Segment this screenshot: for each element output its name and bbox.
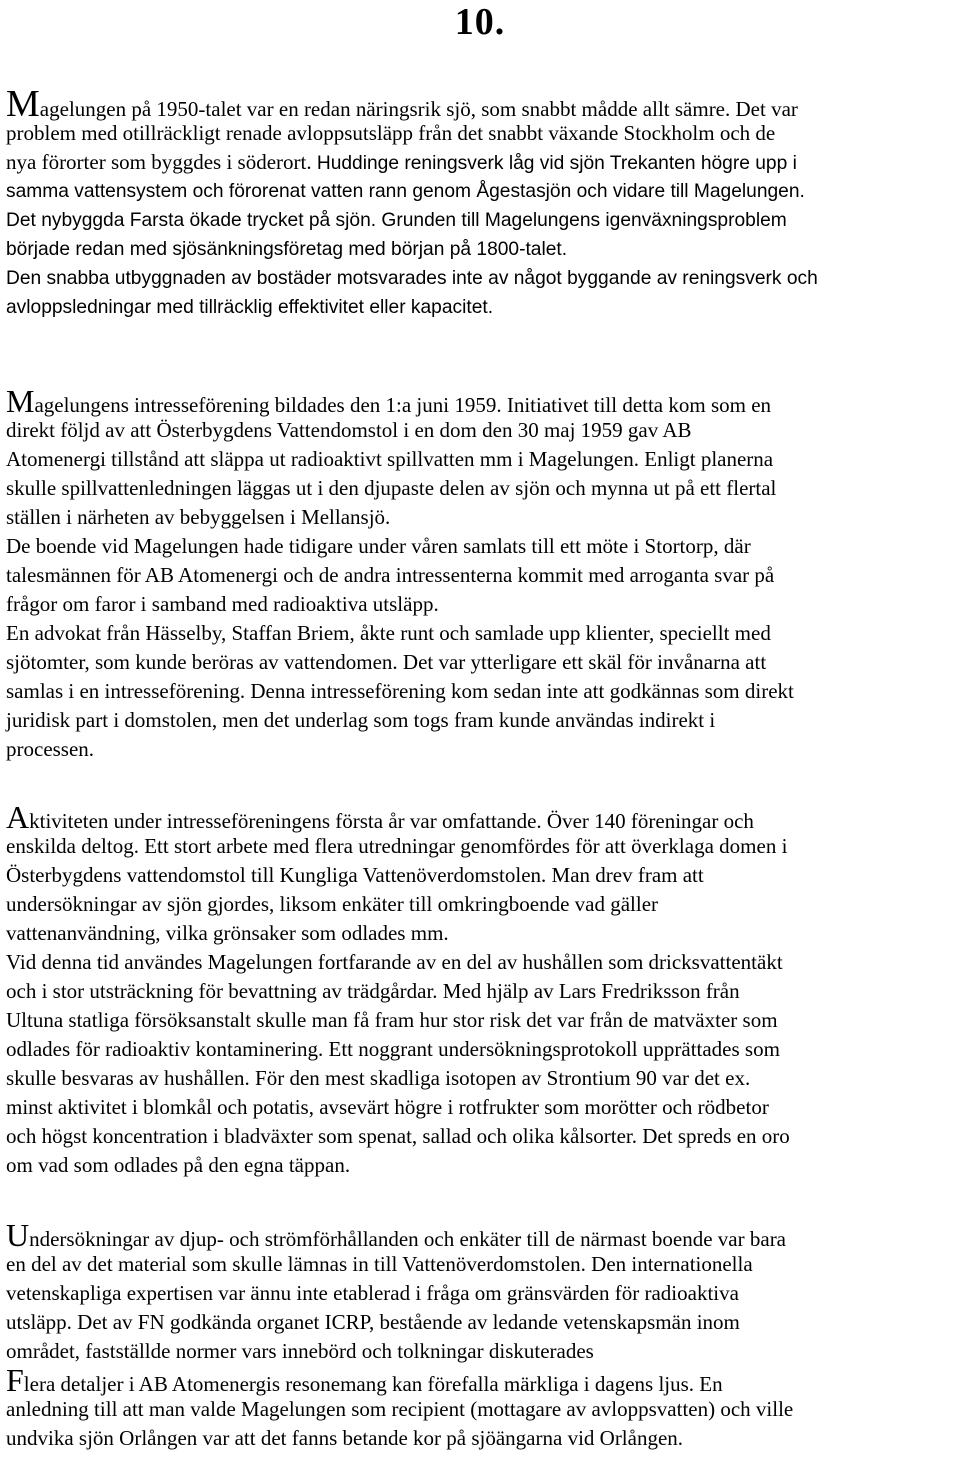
text-line: En advokat från Hässelby, Staffan Briem, åkte runt och samlade upp klienter, speciellt med bbox=[6, 621, 771, 645]
text-line: frågor om faror i samband med radioaktiva utsläpp. bbox=[6, 592, 439, 616]
text-line: problem med otillräckligt renade avloppsutsläpp från det snabbt växande Stockholm och de bbox=[6, 121, 776, 145]
text-line: undersökningar av sjön gjordes, liksom enkäter till omkringboende vad gäller bbox=[6, 892, 659, 916]
text-line: ställen i närheten av bebyggelsen i Mellansjö. bbox=[6, 505, 391, 529]
text-line: Ultuna statliga försöksanstalt skulle man få fram hur stor risk det var från de matväxter som bbox=[6, 1008, 778, 1032]
text-line: undvika sjön Orlången var att det fanns betande kor på sjöängarna vid Orlången. bbox=[6, 1426, 684, 1450]
text-line: anledning till att man valde Magelungen som recipient (mottagare av avloppsvatten) och ville bbox=[6, 1397, 794, 1421]
text-line: Aktiviteten under intresseföreningens första år var omfattande. Över 140 föreningar och bbox=[6, 799, 754, 835]
text-line: Magelungen på 1950-talet var en redan näringsrik sjö, som snabbt mådde allt sämre. Det var bbox=[6, 83, 798, 125]
paragraph-undersokningar bbox=[6, 1217, 956, 1453]
text-line: vattenanvändning, vilka grönsaker som odlades mm. bbox=[6, 921, 449, 945]
text-line: området, fastställde normer vars innebörd och tolkningar diskuterades bbox=[6, 1339, 594, 1363]
text-line: avloppsledningar med tillräcklig effektivitet eller kapacitet. bbox=[6, 297, 494, 318]
text-line: skulle besvaras av hushållen. För den mest skadliga isotopen av Strontium 90 var det ex. bbox=[6, 1066, 751, 1090]
text-line: utsläpp. Det av FN godkända organet ICRP, bestående av ledande vetenskapsmän inom bbox=[6, 1310, 740, 1334]
page-number: 10. bbox=[454, 1, 506, 43]
drop-cap: F bbox=[6, 1362, 24, 1398]
text-line: skulle spillvattenledningen läggas ut i den djupaste delen av sjön och mynna ut på ett flertal bbox=[6, 476, 777, 500]
text-line: Magelungens intresseförening bildades den 1:a juni 1959. Initiativet till detta kom som en bbox=[6, 383, 772, 419]
text-line: samma vattensystem och förorenat vatten rann genom Ågestasjön och vidare till Magelungen. bbox=[6, 181, 805, 202]
text-line: Österbygdens vattendomstol till Kungliga Vattenöverdomstolen. Man drev fram att bbox=[6, 863, 704, 887]
text-line: en del av det material som skulle lämnas in till Vattenöverdomstolen. Den internationella bbox=[6, 1252, 753, 1276]
text-line: nya förorter som byggdes i söderort. Huddinge reningsverk låg vid sjön Trekanten högre upp i bbox=[6, 150, 797, 174]
drop-cap: M bbox=[6, 83, 40, 125]
text-line: enskilda deltog. Ett stort arbete med flera utredningar genomfördes för att överklaga domen i bbox=[6, 834, 788, 858]
paragraph-intresseforening bbox=[6, 383, 956, 764]
text-line: och i stor utsträckning för bevattning av trädgårdar. Med hjälp av Lars Fredriksson från bbox=[6, 979, 740, 1003]
text-line: Vid denna tid användes Magelungen fortfarande av en del av hushållen som dricksvattentäkt bbox=[6, 950, 783, 974]
drop-cap: A bbox=[6, 799, 30, 835]
text-line: sjötomter, som kunde beröras av vattendomen. Det var ytterligare ett skäl för invånarna att bbox=[6, 650, 767, 674]
text-line: De boende vid Magelungen hade tidigare under våren samlats till ett möte i Stortorp, där bbox=[6, 534, 751, 558]
text-line: vetenskapliga expertisen var ännu inte etablerad i fråga om gränsvärden för radioaktiva bbox=[6, 1281, 739, 1305]
text-line: Den snabba utbyggnaden av bostäder motsvarades inte av något byggande av reningsverk och bbox=[6, 268, 818, 289]
text-line: direkt följd av att Österbygdens Vattendomstol i en dom den 30 maj 1959 gav AB bbox=[6, 418, 692, 442]
text-line: Atomenergi tillstånd att släppa ut radioaktivt spillvatten mm i Magelungen. Enligt planerna bbox=[6, 447, 774, 471]
text-line: minst aktivitet i blomkål och potatis, avsevärt högre i rotfrukter som morötter och rödbetor bbox=[6, 1095, 769, 1119]
text-line: Flera detaljer i AB Atomenergis resonemang kan förefalla märkliga i dagens ljus. En bbox=[6, 1362, 723, 1398]
text-line: började redan med sjösänkningsföretag med början på 1800-talet. bbox=[6, 239, 568, 260]
text-line: och högst koncentration i bladväxter som spenat, sallad och olika kålsorter. Det spreds en oro bbox=[6, 1124, 790, 1148]
text-line: talesmännen för AB Atomenergi och de andra intressenterna kommit med arroganta svar på bbox=[6, 563, 775, 587]
text-line: Det nybyggda Farsta ökade trycket på sjön. Grunden till Magelungens igenväxningsproblem bbox=[6, 210, 787, 231]
text-line: odlades för radioaktiv kontaminering. Ett noggrant undersökningsprotokoll upprättades som bbox=[6, 1037, 780, 1061]
text-line: om vad som odlades på den egna täppan. bbox=[6, 1153, 351, 1177]
drop-cap: U bbox=[6, 1217, 30, 1253]
paragraph-magelungen-1950s bbox=[6, 83, 956, 322]
drop-cap: M bbox=[6, 383, 35, 419]
text-line: Undersökningar av djup- och strömförhållanden och enkäter till de närmast boende var bara bbox=[6, 1217, 787, 1253]
text-line: juridisk part i domstolen, men det underlag som togs fram kunde användas indirekt i bbox=[6, 708, 716, 732]
text-line: processen. bbox=[6, 737, 95, 761]
paragraph-aktiviteten bbox=[6, 799, 956, 1180]
text-line: samlas i en intresseförening. Denna intresseförening kom sedan inte att godkännas som direkt bbox=[6, 679, 794, 703]
